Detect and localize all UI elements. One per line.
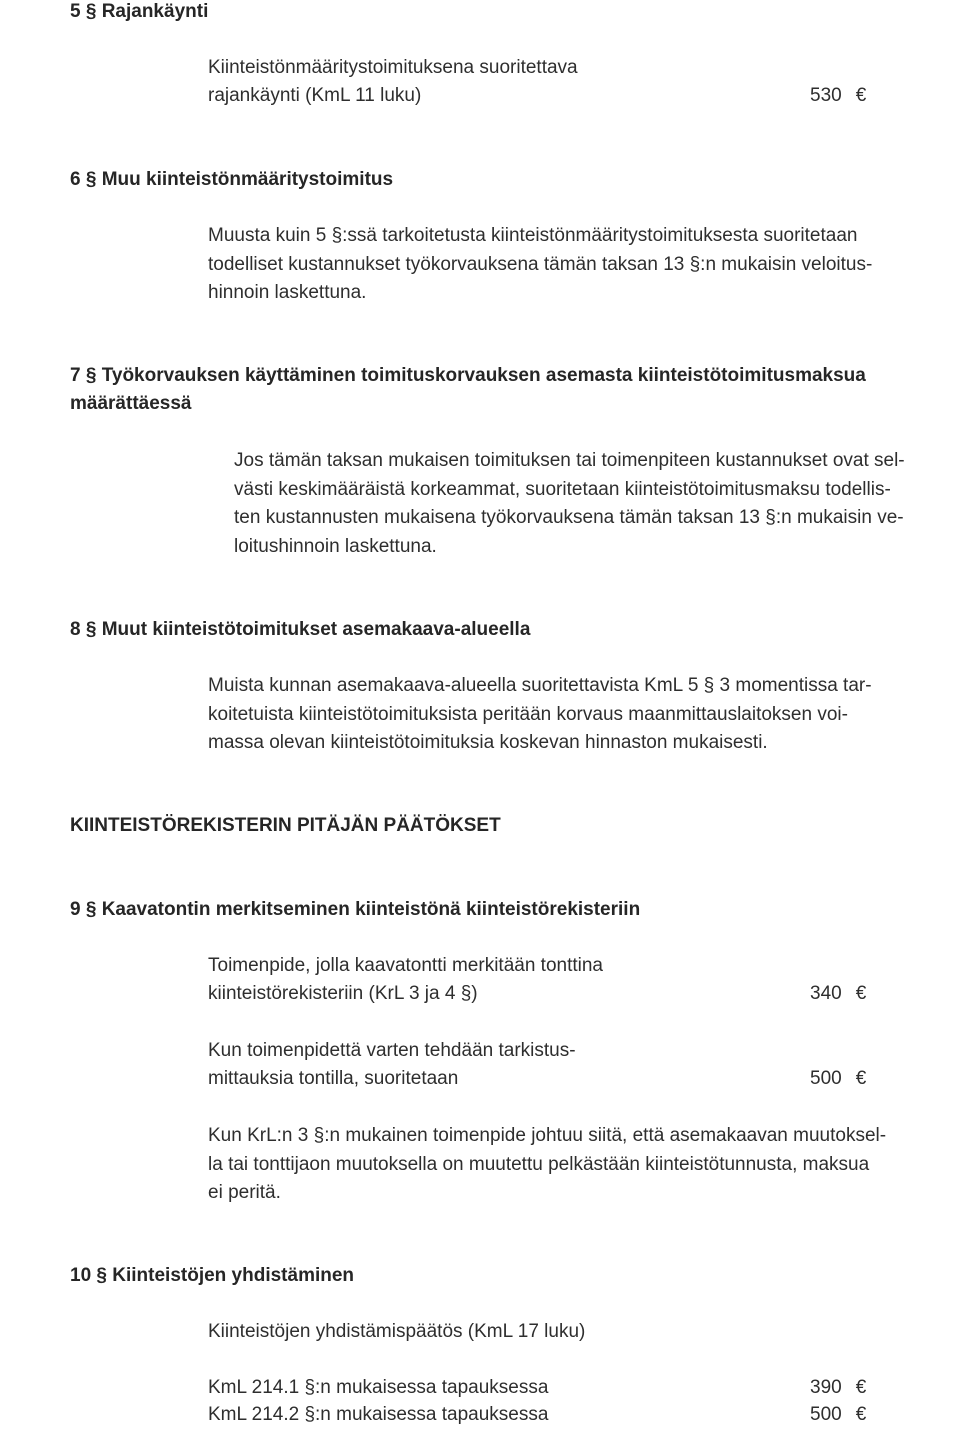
section-8-heading: 8 § Muut kiinteistötoimitukset asemakaava-alueella	[70, 619, 531, 640]
section-10-intro: Kiinteistöjen yhdistämispäätös (KmL 17 luku)	[208, 1321, 586, 1342]
heading-line: 7 § Työkorvauksen käyttäminen toimituskorvauksen asemasta kiinteistötoimitusmaksua	[70, 365, 866, 386]
section-9-note	[208, 1122, 886, 1208]
section-9-fee2-amount	[810, 1065, 866, 1093]
body-line: todelliset kustannukset työkorvauksena tämän taksan 13 §:n mukaisin veloitus-	[208, 253, 873, 275]
body-line: hinnoin laskettuna.	[208, 282, 367, 303]
body-line: ten kustannusten mukaisena työkorvauksena tämän taksan 13 §:n mukaisin ve-	[234, 507, 904, 528]
fee-label-line: kiinteistörekisteriin (KrL 3 ja 4 §)	[208, 983, 478, 1004]
body-line: ei peritä.	[208, 1182, 281, 1203]
section-10-fee1-amount	[810, 1374, 866, 1402]
body-line: la tai tonttijaon muutoksella on muutettu pelkästään kiinteistötunnusta, maksua	[208, 1153, 870, 1175]
body-line: koitetuista kiinteistötoimituksista peritään korvaus maanmittauslaitoksen voi-	[208, 703, 848, 725]
section-9-fee1-amount	[810, 980, 866, 1008]
section-5-heading: 5 § Rajankäynti	[70, 1, 209, 22]
fee-label-line: Kun toimenpidettä varten tehdään tarkistus-	[208, 1040, 576, 1061]
section-7-heading	[70, 362, 866, 418]
fee-amount-value: 340	[810, 983, 842, 1004]
section-10-heading: 10 § Kiinteistöjen yhdistäminen	[70, 1265, 355, 1286]
fee-label-line: Kiinteistönmääritystoimituksena suoritettava	[208, 57, 578, 78]
currency-symbol: €	[855, 85, 867, 106]
body-line: Jos tämän taksan mukaisen toimituksen tai toimenpiteen kustannukset ovat sel-	[234, 450, 905, 471]
fee-label-line: mittauksia tontilla, suoritetaan	[208, 1068, 459, 1089]
fee-label-line: Toimenpide, jolla kaavatontti merkitään tonttina	[208, 955, 604, 976]
section-5-fee-amount	[810, 82, 866, 110]
fee-amount-value: 500	[810, 1068, 842, 1089]
section-10-fee2-label: KmL 214.2 §:n mukaisessa tapauksessa	[208, 1404, 549, 1425]
fee-amount-value: 390	[810, 1377, 842, 1398]
fee-amount-value: 500	[810, 1404, 842, 1425]
section-9-heading: 9 § Kaavatontin merkitseminen kiinteistönä kiinteistörekisteriin	[70, 899, 641, 920]
body-line: Muista kunnan asemakaava-alueella suoritettavista KmL 5 § 3 momentissa tar-	[208, 675, 872, 696]
body-line: massa olevan kiinteistötoimituksia koskevan hinnaston mukaisesti.	[208, 732, 768, 753]
currency-symbol: €	[855, 983, 867, 1004]
heading-line: määrättäessä	[70, 393, 192, 414]
registrar-decisions-title: KIINTEISTÖREKISTERIN PITÄJÄN PÄÄTÖKSET	[70, 815, 501, 836]
section-6-heading: 6 § Muu kiinteistönmääritystoimitus	[70, 169, 394, 190]
section-5-fee-label	[208, 54, 578, 110]
section-8-body	[208, 672, 872, 758]
section-9-fee2-label	[208, 1037, 576, 1093]
section-9-fee1-label	[208, 952, 603, 1008]
body-line: Muusta kuin 5 §:ssä tarkoitetusta kiinteistönmääritystoimituksesta suoritetaan	[208, 225, 858, 246]
section-6-body	[208, 222, 872, 308]
currency-symbol: €	[855, 1068, 867, 1089]
currency-symbol: €	[855, 1377, 867, 1398]
currency-symbol: €	[855, 1404, 867, 1425]
fee-amount-value: 530	[810, 85, 842, 106]
body-line: Kun KrL:n 3 §:n mukainen toimenpide johtuu siitä, että asemakaavan muutoksel-	[208, 1125, 887, 1146]
body-line: västi keskimääräistä korkeammat, suoritetaan kiinteistötoimitusmaksu todellis-	[234, 478, 891, 500]
fee-label-line: rajankäynti (KmL 11 luku)	[208, 85, 422, 106]
section-10-fee1-label: KmL 214.1 §:n mukaisessa tapauksessa	[208, 1377, 549, 1398]
section-10-fee2-amount	[810, 1401, 866, 1429]
section-7-body	[234, 447, 905, 561]
body-line: loitushinnoin laskettuna.	[234, 535, 437, 557]
